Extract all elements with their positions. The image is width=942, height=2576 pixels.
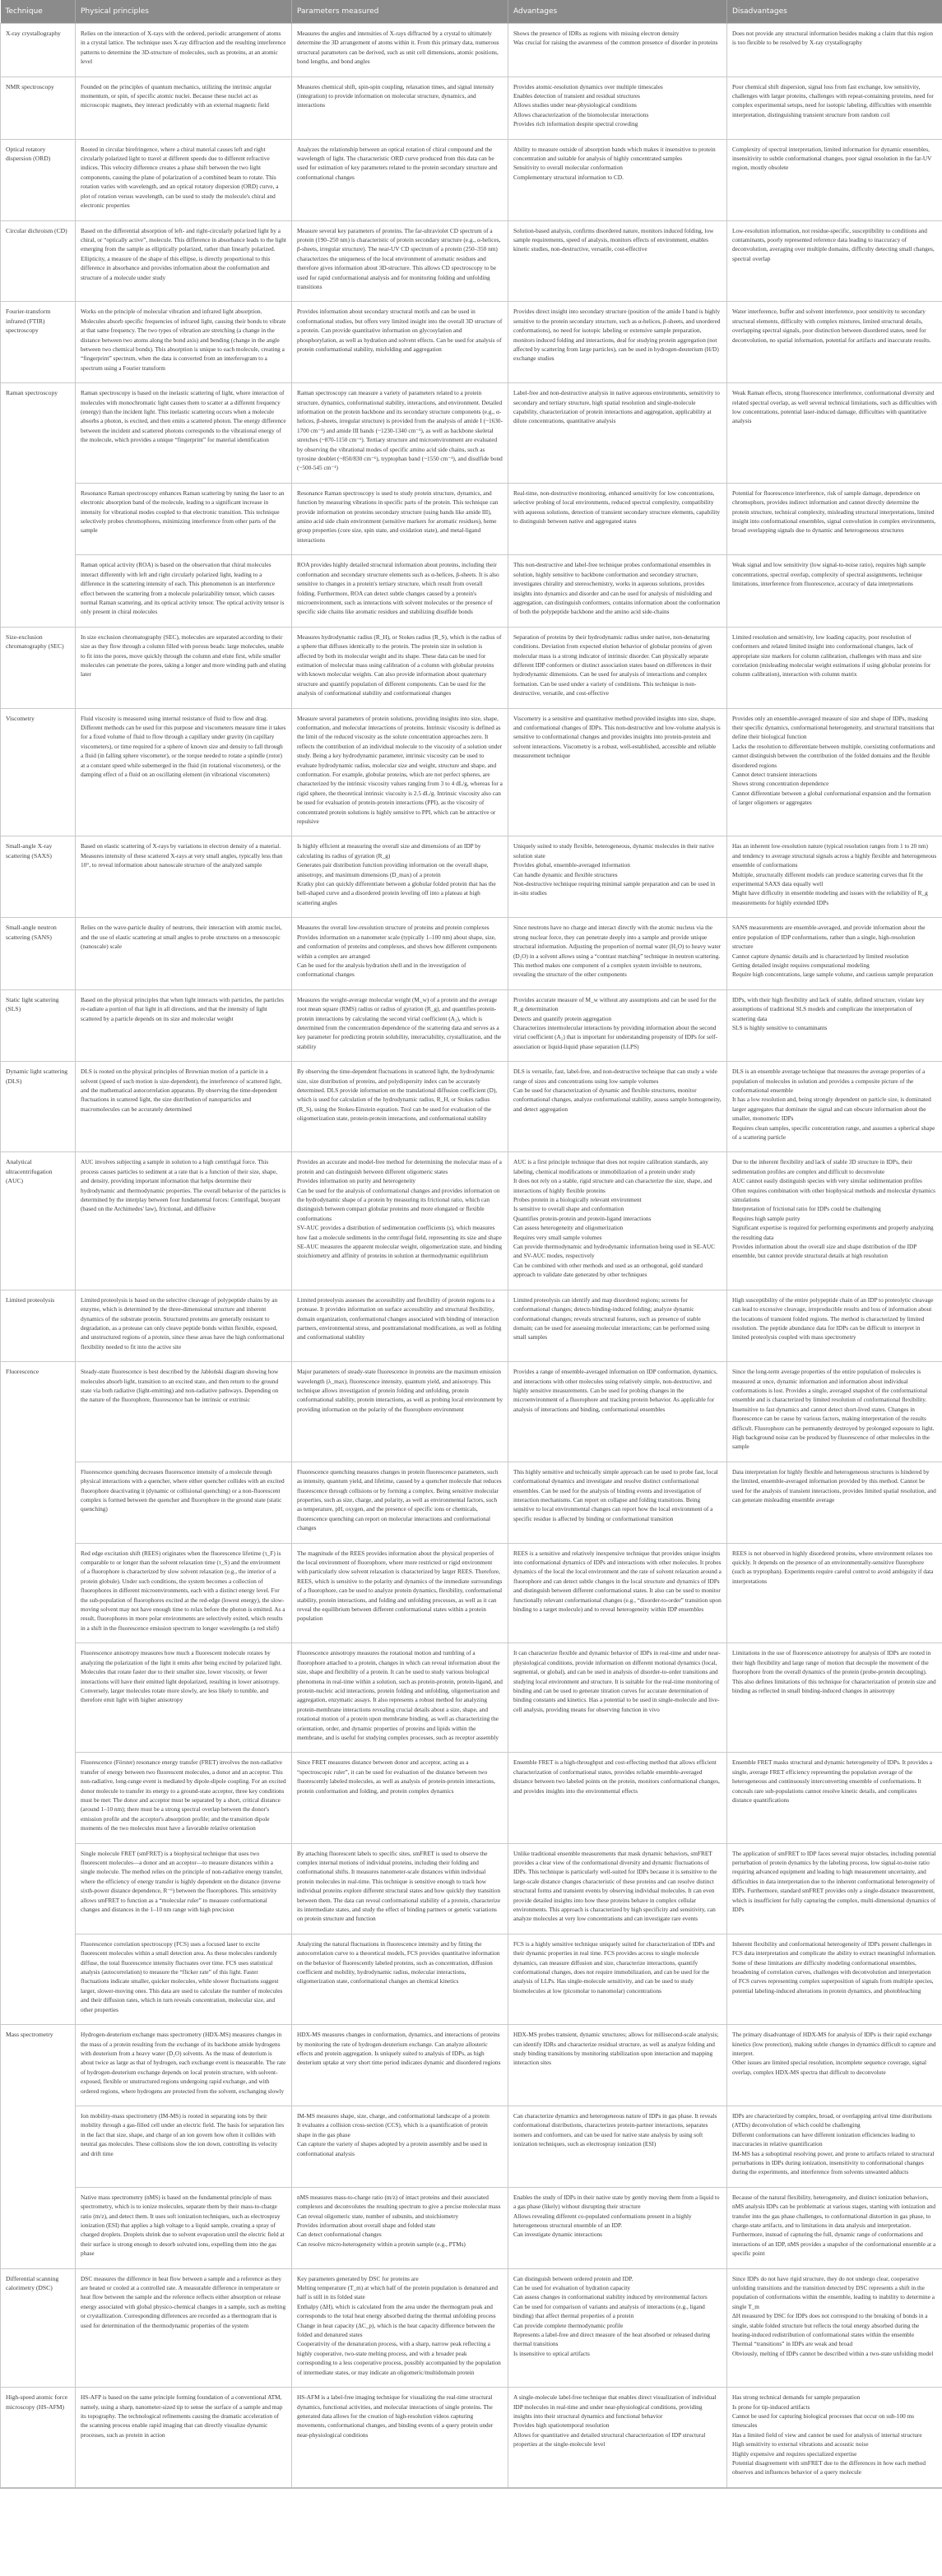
table-row [1,1843,942,1934]
parameters-measured-cell: Fluorescence quenching measures changes in protein fluorescence parameters, such as intensity, quantum yield, and lifetime, caused by a quencher molecule that reduces fluorescence through collisions or by forming a complex. Being sensitive molecular properties, such as size, charge, and polarity, as well as environmental factors, such as temperature, pH, oxygen, and the presence of specific ions or chemicals, fluorescence quenching can report on molecular interactions and conformational changes [292,1462,508,1543]
table-row [1,2388,942,2488]
disadvantages-cell: Complexity of spectral interpretation, limited information for dynamic ensembles, insensitivity to subtle conformational changes, poor signal resolution in the far-UV region, mostly obsolete [727,139,942,220]
disadvantages-cell: Since IDPs do not have rigid structure, they do not undergo clear, cooperative unfolding transitions and the transition detected by DSC represents a shift in the population of conformations within the ensemble, leading to inability to determine a single T_m ΔH measured by DSC for IDPs does not correspond to the breaking of bonds in a single, stable folded structure but reflects the total energy absorbed during the heating-induced redistribution of conformational states within the ensemble Thermal “transitions” in IDPs are weak and broad Obviously, melting of IDPs cannot be described within a two-state unfolding model [727,2268,942,2387]
table-row [1,989,942,1061]
table-row [1,918,942,989]
table-row [1,2187,942,2268]
parameters-measured-cell: Measures the angles and intensities of X-rays diffracted by a crystal to ultimately determine the 3D arrangement of atoms within it. From this primary data, numerous structural parameters can be derived, such as unit cell dimensions, atomic positions, bond lengths, and bond angles [292,24,508,77]
advantages-cell: Limited proteolysis can identify and map disordered regions; screens for conformational changes; detects binding-induced folding; analyze dynamic conformational changes; reveals structural features, such as presence of stable domain; can be used for assessing molecular interactions; can be performed using small samples [508,1290,727,1361]
advantages-cell: Real-time, non-destructive monitoring, enhanced sensitivity for low concentrations, selective probing of local environments, reduced spectral complexity, compatibility with aqueous solutions, detection of transient secondary structure elements, capability to distinguish between native and aggregated states [508,483,727,554]
header-technique: Technique [1,0,76,24]
parameters-measured-cell: ROA provides highly detailed structural information about proteins, including their conformation and secondary structure elements such as α-helices, β-sheets. It is also sensitive to changes in a protein's tertiary structure, which result from overall folding. Furthermore, ROA can detect subtle changes caused by a protein's microenvironment, such as interactions with solvent molecules or the presence of specific side chains like aromatic residues and stabilizing disulfide bonds [292,555,508,627]
table-row [1,627,942,708]
physical-principles-cell: Fluorescence correlation spectroscopy (FCS) uses a focused laser to excite fluorescent molecules within a small detection area. As these molecules randomly diffuse, the total fluorescence intensity fluctuates over time. FCS uses statistical analysis (autocorrelation) to measure the “flicker rate” of this light. Faster fluctuations indicate smaller, quicker molecules, while slower fluctuations suggest larger, slower-moving ones. This data are used to calculate the number of molecules and their diffusion rates, which in turn reveals concentration, molecular size, and other properties [76,1934,292,2024]
table-row [1,24,942,77]
advantages-cell: Provides a range of ensemble-averaged information on IDP conformation, dynamics, and interactions with other molecules using relatively simple, non-destructive, and highly sensitive measurements. Can be used for probing changes in the microenvironment of a fluorophore and tracking protein behavior. As applicable for analysis of interactions and binding, conformational ensembles [508,1362,727,1462]
physical-principles-cell: Hydrogen-deuterium exchange mass spectrometry (HDX-MS) measures changes in the mass of a protein resulting from the exchange of its backbone amide hydrogens with deuterium from a heavy water (D₂O) solvents. As the mass of deuterium is about twice as large as that of hydrogen, each exchange event is measurable. The rate of hydrogen-deuterium exchange depends on local protein structure, with solvent-exposed, flexible or unstructured regions undergoing rapid exchange, and with ordered regions, where hydrogens are protected from the solvent, exchanging slowly [76,2025,292,2106]
advantages-cell: It can characterize flexible and dynamic behavior of IDPs in real-time and under near-physiological conditions, provide information on different motional dynamics (local, segmental, or global), and can be used in analysis of disorder-to-order transitions and studying local environment and structure. It is suitable for the real-time monitoring of binding and can be used to generate titration curves for accurate determination of binding constants and kinetics. Has a potential to be used in single-molecule and live-cell analysis, providing means for observing function in vivo [508,1643,727,1753]
table-row [1,383,942,484]
parameters-measured-cell: Key parameters generated by DSC for proteins are Melting temperature (T_m) at which half of the protein population is denatured and half is still in its folded state Enthalpy (ΔH), which is calculated from the area under the thermogram peak and corresponds to the total heat energy absorbed during the thermal unfolding process Change in heat capacity (ΔC_p), which is the heat capacity difference between the folded and denatured states Cooperativity of the denaturation process, with a sharp, narrow peak reflecting a highly cooperative, two-state melting process, and with a broader peak corresponding to a less cooperative process, possibly accompanied by the population of intermediate states, or may indicate an oligomeric/multidomain protein [292,2268,508,2387]
disadvantages-cell: REES is not observed in highly disordered proteins, where environment relaxes too quickly. It depends on the presence of an environmentally-sensitive fluorophore (such as tryptophan). Experiments require careful control to avoid ambiguity if data interpretations [727,1543,942,1643]
advantages-cell: Since neutrons have no charge and interact directly with the atomic nucleus via the strong nuclear force, they can penetrate deeply into a sample and provide unique structural information. Adjusting the proportion of normal water (H₂O) to heavy water (D₂O) in a solvent allows using a “contrast matching” technique in neutron scattering. This method makes one component of a complex system invisible to neutrons, revealing the structure of the other components [508,918,727,989]
parameters-measured-cell: Resonance Raman spectroscopy is used to study protein structure, dynamics, and function by measuring vibrations in specific parts of the protein. This technique can provide information on proteins secondary structure (using bands like amide III), amino acid side chain environment (sensitive markers for aromatic residues), heme group properties (core size, spin state, and oxidation state), and metal-ligand interactions [292,483,508,554]
parameters-measured-cell: Is highly efficient at measuring the overall size and dimensions of an IDP by calculating its radius of gyration (R_g) Generates pair distribution function providing information on the overall shape, anisotropy, and maximum dimensions (D_max) of a protein Kratky plot can quickly differentiate between a globular folded protein that has the bell-shaped curve and a disordered protein leveling off into a plateau at high scattering angles [292,836,508,918]
parameters-measured-cell: Major parameters of steady-state fluorescence in proteins are the maximum emission wavelength (λ_max), fluorescence intensity, quantum yield, and anisotropy. This technique allows investigation of protein folding and unfolding, protein conformational stability, protein interactions, as well as probing local environment by providing information on the polarity of the fluorophore environment [292,1362,508,1462]
header-physical-principles: Physical principles [76,0,292,24]
disadvantages-cell: IDPs are characterized by complex, broad, or overlapping arrival time distributions (ATDs) deconvolution of which could be challenging Different conformations can have different ionization efficiencies leading to inaccuracies in relative quantification IM-MS has a suboptimal resolving power, and prone to artifacts related to structural perturbations in IDPs during ionization, insensitivity to conformational changes during the experiments, and interference from solvents unwanted adducts [727,2106,942,2187]
disadvantages-cell: The primary disadvantage of HDX-MS for analysis of IDPs is their rapid exchange kinetics (low protection), making subtle changes in dynamics difficult to capture and interpret. Other issues are limited special resolution, incomplete sequence coverage, signal overlap, complex HDX-MS spectra that difficult to deconvolute [727,2025,942,2106]
parameters-measured-cell: Measure several parameters of protein solutions, providing insights into size, shape, conformation, and molecular interactions of proteins. Intrinsic viscosity is defined as the limit of the reduced viscosity as the solute concentration approaches zero. It reflects the contribution of an individual molecule to the viscosity of a solution under study. Being a key hydrodynamic parameter, intrinsic viscosity can be used to evaluate hydrodynamic radius, molecular size and weight, structure and shape, and conformation. For example, globular proteins, which are not perfect spheres, are characterized by the intrinsic viscosity values ranging from 3 to 4 dL/g, whereas for a rigid sphere, the theoretical intrinsic viscosity is 2.5 dL/g. Intrinsic viscosity also can be used for evaluation of protein-protein interactions (PPI), as the viscosity of concentrated protein solutions is highly sensitive to PPI, which can be attractive or repulsive [292,708,508,836]
disadvantages-cell: DLS is an ensemble average technique that measures the average properties of a population of molecules in solution and provides a composite picture of the conformational ensemble It has a low resolution and, being strongly dependent on particle size, is dominated larger aggregates that dominate the signal and can obscure information about the smaller, monomeric IDPs Requires clean samples, specific concentration range, and assumes a spherical shape of a scattering particle [727,1062,942,1152]
physical-principles-cell: Native mass spectrometry (nMS) is based on the fundamental principle of mass spectrometry, which is to ionize molecules, separate them by their mass-to-charge ratio (m/z), and detect them. It uses soft ionization techniques, such as electrospray ionization (ESI) that applies a high voltage to a liquid sample, creating a spray of charged droplets. Droplets shrink due to solvent evaporation until the electric field at their surface is strong enough to desorb solvated ions, expelling them into the gas phase [76,2187,292,2268]
physical-principles-cell: Works on the principle of molecular vibration and infrared light absorption. Molecules absorb specific frequencies of infrared light, causing their bonds to vibrate at that same frequency. The two types of vibration are stretching (a change in the distance between two atoms along the bond axis) and bending (change in the angle between two chemical bonds). This absorption is unique to each molecule, creating a “fingerprint” spectrum, when the data is converted from an interferogram to a spectrum using a Fourier transform [76,302,292,383]
parameters-measured-cell: Measures the weight-average molecular weight (M_w) of a protein and the average root mean square (RMS) radius or radius of gyration (R_g), and quantifies protein-protein interactions by calculating the second virial coefficient (A₂), which is determined from the concentration dependence of the scattering data and serves as a key parameter for predicting protein solubility, interactability, crystallization, and the stability [292,989,508,1061]
advantages-cell: This highly sensitive and technically simple approach can be used to probe fast, local conformational dynamics and investigate and resolve distinct conformational ensembles. Can be used for the analysis of binding events and investigation of interaction mechanisms. Can report on collapse and folding transitions. Being sensitive to local environmental changes can report how the local environment of a specific residue is affected by binding or conformational transition [508,1462,727,1543]
technique-cell: Limited proteolysis [1,1290,76,1361]
physical-principles-cell: Raman optical activity (ROA) is based on the observation that chiral molecules interact differently with left and right circularly polarized light, leading to a difference in the scattering intensity of each. This phenomenon is an interference effect between the scattering from a molecule polarizability tensor, which causes normal Raman scattering, and its optical activity tensor. The optical activity tensor is only present in chiral molecules [76,555,292,627]
technique-cell: Mass spectrometry [1,2025,76,2269]
advantages-cell: This non-destructive and label-free technique probes conformational ensembles in solution, highly sensitive to backbone conformation and secondary structure, investigates chirality and stereochemistry, works in aqueous solutions, provides insights into dynamics and disorder and can be used for analysis of misfolding and aggregation, can distinguish conformers, contains information about the conformation of both the polypeptide backbone and the amino acid side-chains [508,555,727,627]
disadvantages-cell: IDPs, with their high flexibility and lack of stable, defined structure, violate key assumptions of traditional SLS models and complicate the interpretation of scattering data SLS is highly sensitive to contaminants [727,989,942,1061]
physical-principles-cell: Relies on the wave-particle duality of neutrons, their interaction with atomic nuclei, and the use of elastic scattering at small angles to probe structures on a mesoscopic (nanoscale) scale [76,918,292,989]
advantages-cell: FCS is a highly sensitive technique uniquely suited for characterization of IDPs and their dynamic properties in real time. FCS provides access to single molecule dynamics, can measure diffusion and size, characterize interactions, quantify conformational changes, does not require immobilization, and can be used for the analysis of LLPs. Has single-molecule sensitivity, and can be used to study biomolecules at low (picomolar to nanomolar) concentrations [508,1934,727,2024]
table-row [1,220,942,302]
technique-cell: Static light scattering (SLS) [1,989,76,1061]
disadvantages-cell: Has an inherent low-resolution nature (typical resolution ranges from 1 to 20 nm) and tendency to average structural signals across a highly flexible and heterogeneous ensemble of conformations Multiple, structurally different models can produce scattering curves that fit the experimental SAXS data equally well Might have difficulty in ensemble modeling and issues with the reliability of R_g measurements for highly extended IDPs [727,836,942,918]
parameters-measured-cell: Provides information about secondary structural motifs and can be used in conformational studies, but offers very limited insight into the overall 3D structure of a protein. Can provide quantitative information on glycosylation and phosphorylation, as well as hydration and solvent effects. Can be used for analysis of protein conformational stability, misfolding and aggregation [292,302,508,383]
technique-cell: NMR spectroscopy [1,76,76,139]
advantages-cell: Provides atomic-resolution dynamics over multiple timescales Enables detection of transient and residual structures Allows studies under near-physiological conditions Allows characterization of the biomolecular interactions Provides rich information despite spectral crowding [508,76,727,139]
technique-cell: Small-angle neutron scattering (SANS) [1,918,76,989]
parameters-measured-cell: Analyzing the natural fluctuations in fluorescence intensity and by fitting the autocorrelation curve to a theoretical models, FCS provides quantitative information on the behavior of fluorescently labeled proteins, such as concentration, diffusion coefficient and mobility, hydrodynamic radius, molecular interactions, oligomerization state, conformational changes an chemical kinetics [292,1934,508,2024]
disadvantages-cell: The application of smFRET to IDP faces several major obstacles, including potential perturbation of protein dynamics by the labeling process, low signal-to-noise ratio requiring advanced equipment and leading to high measurement uncertainty, and difficulties in data interpretation due to the inherent conformational heterogeneity of IDPs. Furthermore, standard smFRET provides only a single-distance measurement, which is insufficient for fully capturing the complex, multi-dimensional dynamics of IDPs [727,1843,942,1934]
physical-principles-cell: Fluid viscosity is measured using internal resistance of fluid to flow and drag. Different methods can be used for this purpose and viscometers measure time it takes for a fixed volume of fluid to flow through a capillary under gravity (in capillary viscometers), or time required for a sphere of known size and density to fall through a fluid (in falling sphere viscometer), or the torque needed to rotate a spindle (rotor) at a constant speed while subemerged in the fluid (in rotational viscometers), or the damping effect of a fluid on an oscillating element (in vibrational viscometers) [76,708,292,836]
disadvantages-cell: Low-resolution information, not residue-specific, susceptibility to conditions and contaminants, poorly represented reference data leading to inaccuracy of deconvolution, averaging over multiple domains, difficulty detecting small changes, spectral overlap [727,220,942,302]
technique-cell: Circular dichroism (CD) [1,220,76,302]
technique-cell: X-ray crystallography [1,24,76,77]
table-row [1,555,942,627]
advantages-cell: Viscometry is a sensitive and quantitative method provided insights into size, shape, and conformational changes of IDPs. This non-destructive and low-volume analysis is sensitive to conformational changes and provides insights into protein-protein and solvent interactions. Viscometry is a robust, well-established, accessible and reliable measurement technique [508,708,727,836]
parameters-measured-cell: Measures hydrodynamic radius (R_H), or Stokes radius (R_S), which is the radius of a sphere that diffuses identically to the protein. The protein size in solution is affected by both its molecular weight and its shape. These data can be used for estimation of molecular mass using calibration of a column with globular proteins with known molecular weights. Can also provide information about quaternary structure and quantify population of different components. Can be used for the analysis of conformational stability and conformational changes [292,627,508,708]
disadvantages-cell: Limitations in the use of fluorescence anisotropy for analysis of IDPs are rooted in their high flexibility and large range of motion that decouple the movement of the fluorophore from the overall dynamics of the protein (probe-protein decoupling). This also defines limitations of this technique for characterization of protein size and binding as reflected in small binding-induced changes in anisotropy [727,1643,942,1753]
parameters-measured-cell: Analyzes the relationship between an optical rotation of chiral compound and the wavelength of light. The characteristic ORD curve produced from this data can be used for estimation of key parameters related to the protein secondary structure and conformational changes [292,139,508,220]
parameters-measured-cell: HDX-MS measures changes in conformation, dynamics, and interactions of proteins by monitoring the rate of hydrogen-deuterium exchange. Can analyze allosteric effects and protein aggregation. Is uniquely suited to analysis of IDPs, as high deuterium uptake at very short time period indicates dynamic and disordered regions [292,2025,508,2106]
disadvantages-cell: Weak signal and low sensitivity (low signal-to-noise ratio), requires high sample concentrations, spectral overlap, complexity of spectral assignments, technique limitations, interference from fluorescence, accuracy of data interpretations [727,555,942,627]
parameters-measured-cell: HS-AFM is a label-free imaging technique for visualizing the real-time structural dynamics, functional activities, and molecular interactions of single proteins. The generated data allows for the creation of high-resolution videos capturing movements, conformational changes, and binding events of a query protein under near-physiological conditions [292,2388,508,2488]
physical-principles-cell: Relies on the interaction of X-rays with the ordered, periodic arrangement of atoms in a crystal lattice. The technique uses X-ray diffraction and the resulting interference patterns to determine the 3D-structure of molecules, such as proteins, at an atomic level [76,24,292,77]
table-row [1,1152,942,1290]
header-row [1,0,942,24]
disadvantages-cell: Does not provide any structural information besides making a claim that this region is too flexible to be resolved by X-ray crystallography [727,24,942,77]
advantages-cell: Label-free and non-destructive analysis in native aqueous environments, sensitivity to secondary and tertiary structure, high spatial resolution and single-molecule capability, characterization of protein interactions and aggregation, applicability at dilute concentrations, quantitative analysis [508,383,727,484]
technique-cell: Size-exclusion chromatography (SEC) [1,627,76,708]
parameters-measured-cell: Limited proteolysis assesses the accessibility and flexibility of protein regions to a protease. It provides information on surface accessibility and structural flexibility, domain organization, conformational changes associated with binding of interaction partners, environmental stress, and posttranslational modifications, as well as folding and conformational stability [292,1290,508,1361]
technique-cell: Small-angle X-ray scattering (SAXS) [1,836,76,918]
physical-principles-cell: Rooted in circular birefringence, where a chiral material causes left and right circularly polarized light to travel at different speeds due to different refractive indices. This velocity difference creates a phase shift between the two light components, causing the plane of polarization of a combined beam to rotate. This rotation varies with wavelength, and an optical rotatory dispersion (ORD) curve, a plot of rotation versus wavelength, can be used to study the molecule's chiral and electronic properties [76,139,292,220]
technique-cell: Differential scanning calorimetry (DSC) [1,2268,76,2387]
table-row [1,708,942,836]
table-row [1,139,942,220]
advantages-cell: Ensemble FRET is a high-throughput and cost-effecting method that allows efficient characterization of conformational states, provides reliable ensemble-averaged distance between two labeled points on the protein, monitors conformational changes, and provides insights into the environmental effects [508,1753,727,1843]
physical-principles-cell: AUC involves subjecting a sample in solution to a high centrifugal force. This process causes particles to sediment at a rate that is a function of their size, shape, and density, providing important information that helps determine their hydrodynamic and thermodynamic properties. The overall behavior of the particles is determined by the interplay between four fundamental forces: Centrifugal, buoyant (based on the Archimedes' law), frictional, and diffusive [76,1152,292,1290]
table-row [1,2268,942,2387]
table-row [1,2025,942,2106]
table-row [1,1462,942,1543]
disadvantages-cell: Ensemble FRET masks structural and dynamic heterogeneity of IDPs. It provides a single, average FRET efficiency representing the population average of the heterogeneous and continuously interconverting ensemble of conformations. It conceals rare sub-populations cannot resolve kinetic details, and complicates distance quantifications [727,1753,942,1843]
header-parameters-measured: Parameters measured [292,0,508,24]
disadvantages-cell: Data interpretation for highly flexible and heterogeneous structures is hindered by the limited, ensemble-averaged information provided by this method. Cannot be used for the analysis of transient interactions, provides limited spatial resolution, and can generate misleading ensemble average [727,1462,942,1543]
parameters-measured-cell: Measures the overall low-resolution structure of proteins and protein complexes Provides information on a nanometer scale (typically 1–100 nm) about shape, size, and conformation of proteins and complexes, and shows how different components within a complex are arranged Can be used for the analysis hydration shell and in the investigation of conformational changes [292,918,508,989]
header-advantages: Advantages [508,0,727,24]
technique-cell: Analytical ultracentrifugation (AUC) [1,1152,76,1290]
physical-principles-cell: Steady-state fluorescence is best described by the Jabłoński diagram showing how molecules absorb light, transition to an excited state, and then return to the ground state via both radiative (light-emitting) and non-radiative pathways. Depending on the nature of the fluorophore, fluorescence ban be intrinsic or extrinsic [76,1362,292,1462]
physical-principles-cell: Fluorescence (Förster) resonance energy transfer (FRET) involves the non-radiative transfer of energy between two fluorescent molecules, a donor and an acceptor. This non-radiative, long-range event is mediated by dipole-dipole coupling. For an excited donor molecule to transfer its energy to a ground-state acceptor, three key conditions must be met: The donor and acceptor must be separated by a short, critical distance (around 1–10 nm); there must be a strong spectral overlap between the donor's emission profile and the acceptor's absorption profile; and the transition dipole moments of the two molecules must have a favorable relative orientation [76,1753,292,1843]
physical-principles-cell: Raman spectroscopy is based on the inelastic scattering of light, where interaction of molecules with monochromatic light causes them to scatter at a different frequency (energy) than the incident light. This inelastic scattering occurs when a molecule absorbs a photon, is excited, and then emits a scattered photon. The energy difference between the incident and scattered photons corresponds to the vibrational energy of the molecule, which provides a unique “fingerprint” for material identification [76,383,292,484]
advantages-cell: A single-molecule label-free technique that enables direct visualization of individual IDP molecules in real-time and under near-physiological conditions, providing insights into their structural dynamics and functional behavior Provides high spatiotemporal resolution Allows for quantitative and detailed structural characterization of IDP structural properties at the single-molecule level [508,2388,727,2488]
table-row [1,1643,942,1753]
advantages-cell: Provides direct insight into secondary structure (position of the amide I band is highly sensitive to the protein secondary structure, such as α-helices, β-sheets, and unordered conformations), no need for isotopic labeling or extensive sample preparation, monitors induced folding and interactions, deal for studying protein aggregation (not affected by scattering from large particles), can be used in hydrogen-deuterium (H/D) exchange studies [508,302,727,383]
technique-cell: Optical rotatory dispersion (ORD) [1,139,76,220]
disadvantages-cell: Inherent flexibility and conformational heterogeneity of IDPs present challenges in FCS data interpretation and complicate the ability to extract meaningful information. Some of these limitations are difficulty modeling conformational ensembles, broadening of correlation curves, challenges with deconvolution and interpretation of FCS curves representing complex superposition of signals from multiple species, potential labeling-induced alterations in protein dynamics, and photobleaching [727,1934,942,2024]
physical-principles-cell: Based on the physical principles that when light interacts with particles, the particles re-radiate a portion of that light in all directions, and that the intensity of light scattered by a particle depends on its size and molecular weight [76,989,292,1061]
table-row [1,1934,942,2024]
disadvantages-cell: High susceptibility of the entire polypeptide chain of an IDP to proteolytic cleavage can lead to excessive cleavage, irreproducible results and loss of information about the locations of transient folded regions. The method is characterized by limited resolution. The peptide abundance data for IDPs can be difficult to interpret in limited proteolysis coupled with mass spectrometry [727,1290,942,1361]
disadvantages-cell: Limited resolution and sensitivity, low loading capacity, poor resolution of conformers and related limited insight into conformational changes, lack of appropriate size markers for column calibration, challenges with mass and size correlation (misleading molecular weight estimations if using globular proteins for column calibration), interaction with column matrix [727,627,942,708]
disadvantages-cell: Water interference, buffer and solvent interference, poor sensitivity to secondary structural elements, difficulty with complex mixtures, limited structural details, overlapping spectral signals, poor distinction between disordered states, need for deconvolution, no spatial information, potential for artifacts and inaccurate results. [727,302,942,383]
physical-principles-cell: Founded on the principles of quantum mechanics, utilizing the intrinsic angular momentum, or spin, of specific atomic nuclei. Because these nuclei act as microscopic magnets, they interact predictably with an external magnetic field [76,76,292,139]
table-row [1,1362,942,1462]
disadvantages-cell: Because of the natural flexibility, heterogeneity, and distinct ionization behaviors, nMS analysis IDPs can be problematic at various stages, starting with ionization and transfer into the gas phase challenges, to conformational distortion in gas phase, to charge-state artifacts, and to limitations in data analysis and interpretation. Furthermore, instead of capturing the full, dynamic range of conformations and interactions of an IDP, nMS provides a snapshot of the conformational ensemble at a specific point [727,2187,942,2268]
physical-principles-cell: In size exclusion chromatography (SEC), molecules are separated according to their size as they flow through a column filled with porous beads: large molecules, unable to fit into the pores, move quickly through the column and elute first, while smaller molecules can penetrate the pores, taking a longer and more winding path and eluting later [76,627,292,708]
table-row [1,836,942,918]
physical-principles-cell: Limited proteolysis is based on the selective cleavage of polypeptide chains by an enzyme, which is determined by the three-dimensional structure and inherent dynamics of the substrate protein. Structured proteins are generally resistant to degradation, as a protease can only cleave peptide bonds within flexible, exposed, and unstructured regions of a protein, since these areas have the high conformational flexibility needed to fit into the active site [76,1290,292,1361]
physical-principles-cell: Fluorescence quenching decreases fluorescence intensity of a molecule through physical interactions with a quencher, where either quencher collides with an excited fluorophore deactivating it (dynamic or collisional quenching) or a non-fluorescent complex is formed between the quencher and fluorophore in the ground state (static quenching) [76,1462,292,1543]
physical-principles-cell: Single molecule FRET (smFRET) is a biophysical technique that uses two fluorescent molecules—a donor and an acceptor—to measure distances within a single molecule. The method relies on the principle of non-radiative energy transfer, where the efficiency of energy transfer is highly dependent on the distance (inverse sixth-power distance dependence, R⁻⁶) between the fluorophores. This sensitivity allows smFRET to function as a “molecular ruler” to measure conformational changes and distances in the 1–10 nm range with high precision [76,1843,292,1934]
table-row [1,483,942,554]
table-header [1,0,942,24]
advantages-cell: Can distinguish between ordered protein and IDP. Can be used for evaluation of hydration capacity Can assess changes in conformational stability induced by environmental factors Can be used for comparison of variants and analysis of interactions (e.g., ligand binding) that affect thermal properties of a protein Can provide complete thermodynamic profile Represents a label-free and direct measure of the heat absorbed or released during thermal transitions Is insensitive to optical artifacts [508,2268,727,2387]
technique-cell: Dynamic light scattering (DLS) [1,1062,76,1152]
physical-principles-cell: Fluorescence anisotropy measures how much a fluorescent molecule rotates by analyzing the polarization of the light it emits after being excited by polarized light. Molecules that rotate faster due to their smaller size, lower viscosity, or fewer interactions will have their emitted light depolarized, resulting in lower anisotropy. Conversely, larger molecules rotate more slowly, are less likely to tumble, and therefore emit light with higher anisotropy [76,1643,292,1753]
physical-principles-cell: HS-AFP is based on the same principle forming foundation of a conventional ATM, namely, using a sharp, nanometer-sized tip to sense the surface of a sample and map its topography. The technological refinements causing the dramatic acceleration of the scanning process enable rapid imaging that can directly visualize dynamic processes, such as protein in action [76,2388,292,2488]
table-row [1,76,942,139]
technique-cell: High-speed atomic force microscopy (HS-AFM) [1,2388,76,2488]
advantages-cell: AUC is a first principle technique that does not require calibration standards, any labeling, chemical modifications or immobilization of a protein under study It does not rely on a stable, rigid structure and can characterize the size, shape, and interactions of highly flexible proteins Probes protein in a biologically relevant environment Is sensitive to overall shape and conformation Quantifies protein-protein and protein-ligand interactions Can assess heterogeneity and oligomerization Requires very small sample volumes Can provide thermodynamic and hydrodynamic information being used in SE-AUC and SV-AUC modes, respectively Can be combined with other methods and used as an orthogonal, gold standard approach to validate date generated by other techniques [508,1152,727,1290]
advantages-cell: Ability to measure outside of absorption bands which makes it insensitive to protein concentration and suitable for analysis of highly concentrated samples Sensitivity to overall molecular conformation Complementary structural information to CD. [508,139,727,220]
advantages-cell: Shows the presence of IDRs as regions with missing electron density Was crucial for raising the awareness of the common presence of disorder in proteins [508,24,727,77]
parameters-measured-cell: By attaching fluorescent labels to specific sites, smFRET is used to observe the complex internal motions of individual proteins, including their folding and conformational shifts. It measures nanometer-scale distances within individual protein molecules in real-time. This technique is sensitive enough to track how individual proteins explore different structural states and how quickly they transition between them. The data can reveal conformational stability of a protein, characterize its intermediate states, and study the effect of binding partners or genetic variations on protein structure and function [292,1843,508,1934]
physical-principles-cell: DLS is rooted on the physical principles of Brownian motion of a particle in a solvent (speed of such motion is size-dependent), the interference of scattered light, and the mathematical autocorrelation apparatus. By observing the time-dependent fluctuations in scattered light, the size distribution of nanoparticles and macromolecules can be accurately determined [76,1062,292,1152]
table-row [1,1062,942,1152]
advantages-cell: Provides accurate measure of M_w without any assumptions and can be used for the R_g determination Detects and quantify protein aggregation Characterizes intermolecular interactions by providing information about the second virial coefficient (A₂) that is important for understanding propensity of IDPs for self-association or liquid-liquid phase separation (LLPS) [508,989,727,1061]
parameters-measured-cell: Measure several key parameters of proteins. The far-ultraviolet CD spectrum of a protein (190–250 nm) is characteristic of protein secondary structure (e.g., α-helices, β-sheets, irregular structure). The near-UV CD spectrum of a protein (250–350 nm) characterizes the uniqueness of the local environment of aromatic residues and therefore gives information about 3D-structure. This allows CD spectroscopy to be used for rapid conformational analysis and for monitoring folding and unfolding transitions [292,220,508,302]
disadvantages-cell: Poor chemical shift dispersion, signal loss from fast exchange, low sensitivity, challenges with larger proteins, challenges with repeat-containing proteins, need for complex experimental setups, need for isotopic labeling, difficulties with ensemble interpretation, distinguishing transient structure from random coil [727,76,942,139]
disadvantages-cell: Potential for fluorescence interference, risk of sample damage, dependence on chromophors, provides indirect information and cannot directly determine the protein structure, technical complexity, misleading structural interpretations, limited insight into conformational ensembles, signal convolution in complex environments, broad overlapping signals due to dynamic and heterogeneous structures [727,483,942,554]
physical-principles-cell: Red edge excitation shift (REES) originates when the fluorescence lifetime (τ_F) is comparable to or longer than the solvent relaxation time (τ_S) and the environment of a fluorophore is characterized by slow solvent relaxation (e.g., the interior of a protein globule). Under such conditions, the system becomes a collection of fluorophores in different microenvironments, each with a distinct energy level. For the sub-population of fluorophores excited at the red-edge (lowest energy), the slow-moving solvent may not have enough time to relax before the photon is emitted. As a result, fluorophores in more polar environments are selectively exited, which results in a shift in the fluorescence emission spectrum to longer wavelengths (a red shift) [76,1543,292,1643]
advantages-cell: REES is a sensitive and relatively inexpensive technique that provides unique insights into conformational dynamics of IDPs and interactions with other molecules. It probes dynamics of the local the local environment and the rate of solvent relaxation around a fluorophore and can detect subtle changes in the local structure and dynamics of IDPs and distinguish between different conformational states. It also can be used to monitor functionally relevant conformational changes (e.g., “disorder-to-order” transition upon binding to a target molecule) and to reveal heterogeneity within IDP ensembles [508,1543,727,1643]
advantages-cell: Can characterize dynamics and heterogeneous nature of IDPs in gas phase. It reveals conformational distributions, characterizes protein-partner interactions, separates isomers and conformers, and can be used for native state analysis by using soft ionization techniques, such as electrospray ionization (ESI) [508,2106,727,2187]
table-row [1,302,942,383]
advantages-cell: Enables the study of IDPs in their native state by gently moving them from a liquid to a gas phase (likely) without disrupting their structure Allows revealing different co-populated conformations present in a highly heterogeneous structural ensemble of an IDP. Can investigate dynamic interactions [508,2187,727,2268]
table-row [1,1543,942,1643]
advantages-cell: DLS is versatile, fast, label-free, and non-destructive technique that can study a wide range of sizes and concentrations using low sample volumes Can be used for characterization of dynamic and flexible structures, monitor conformational changes, analyze conformational stability, assess sample homogeneity, and detect aggregation [508,1062,727,1152]
table-row [1,1290,942,1361]
disadvantages-cell: Since the long-term average properties of the entire population of molecules is measured at once, dynamic information and information about individual conformations is lost. Provides a single, averaged snapshot of the conformational ensemble and is characterized by limited resolution of conformational flexibility. Insensitive to fast dynamics and cannot detect short-lived states. Changes in fluorescence can be cause by various factors, making interpretation of the results difficult. Fluorophore can be permanently destroyed by prolonged exposure to light. High background noise can be produced by fluorescence of other molecules in the sample [727,1362,942,1462]
physical-principles-cell: DSC measures the difference in heat flow between a sample and a reference as they are heated or cooled at a controlled rate. A measurable difference in temperature or heat flow between the sample and the reference reflects either absorption or release energy associated with global physico-chemical changes in a sample, such as melting or crystallization. Corresponding differences are recorded as a thermogram that is used for determination of the thermodynamic properties of the system [76,2268,292,2387]
parameters-measured-cell: Raman spectroscopy can measure a variety of parameters related to a protein structure, dynamics, conformational stability, interactions, and environment. Detailed information on the protein backbone and its secondary structure components (e.g., α-helices, β-sheets, irregular structure) is provided from the analysis of amide I (~1630-1700 cm⁻¹) and amide III bands (~1230-1340 cm⁻¹), as well as backbone skeletal stretches (~870-1150 cm⁻¹). Tertiary structure and microenvironment are evaluated by observing the vibrational modes of specific amino acid side chains, such as tyrosine doublet (~850/830 cm⁻¹), tryptophan band (~1550 cm⁻¹), and disulfide bond (~500-545 cm⁻¹) [292,383,508,484]
disadvantages-cell: Provides only an ensemble-averaged measure of size and shape of IDPs, masking their specific dynamics, conformational heterogeneity, and structural transitions that define their biological function Lacks the resolution to differentiate between multiple, coexisting conformations and cannot distinguish between the contribution of the folded domains and the flexible disordered regions Cannot detect transient interactions Shows strong concentration dependence Cannot differentiate between a global conformational expansion and the formation of larger oligomers or aggregates [727,708,942,836]
technique-cell: Viscometry [1,708,76,836]
advantages-cell: HDX-MS probes transient, dynamic structures; allows for millisecond-scale analysis; can identify IDRs and characterize residual structure, as well as analyze folding and study binding transitions by monitoring stabilization upon interaction and mapping interaction sites [508,2025,727,2106]
parameters-measured-cell: nMS measures mass-to-charge ratio (m/z) of intact proteins and their associated complexes and deconvolutes the resulting spectrum to give a precise molecular mass Can reveal oligomeric state, number of subunits, and stoichiometry Provides information about overall shape and folded state Can detect conformational changes Can resolve micro-heterogeneity within a protein sample (e.g., PTMs) [292,2187,508,2268]
disadvantages-cell: Weak Raman effects, strong fluorescence interference, conformational diversity and related spectral overlap, as well several technical limitations, such as difficulties with low concentrations, potential laser-induced damage, difficulties with quantitative analysis [727,383,942,484]
parameters-measured-cell: Provides an accurate and model-free method for determining the molecular mass of a protein and can distinguish between different oligomeric states Provides information on purity and heterogeneity Can be used for the analysis of conformational changes and provides information on the hydrodynamic shape of a protein by measuring its frictional ratio, which can distinguish between compact globular proteins and more elongated or flexible conformations SV-AUC provides a distribution of sedimentation coefficients (s), which measures how fast a molecule sediments in the centrifugal field, representing its size and shape SE-AUC measures the apparent molecular weight, oligomerization state, and binding stoichiometry and affinity of proteins in solution at thermodynamic equilibrium [292,1152,508,1290]
header-disadvantages: Disadvantages [727,0,942,24]
disadvantages-cell: Has strong technical demands for sample preparation Is prone for tip-induced artifacts Cannot be used for capturing biological processes that occur on sub-100 ms timescales Has a limited field of view and cannot be used for analysis of internal structure High sensitivity to external vibrations and acoustic noise Highly expensive and requires specialized expertise Potential disagreement with smFRET due to the differences in how each method observes and influences behavior of a query molecule [727,2388,942,2488]
parameters-measured-cell: Fluorescence anisotropy measures the rotational motion and tumbling of a fluorophore attached to a protein, changes in which can reveal information about the size, shape and flexibility of a protein. It can be used to study various biological phenomena in real-time within a solution, such as protein-protein, protein-ligand, and protein-nucleic acid interactions, protein folding and unfolding, oligomerization and aggregation, enzymatic assays. It also represents a robust method for analyzing protein-membrane interactions revealing crucial details about a size, shape, and rotational motion of a protein upon membrane binding, as well as characterizing the orientation, order, and dynamic properties of proteins and lipids within the membrane, and is useful for studying complex processes, such as receptor assembly [292,1643,508,1753]
advantages-cell: Uniquely suited to study flexible, heterogeneous, dynamic molecules in their native solution state Provides global, ensemble-averaged information Can handle dynamic and flexible structures Non-destructive technique requiring minimal sample preparation and can be used in in-situ studies [508,836,727,918]
advantages-cell: Separation of proteins by their hydrodynamic radius under native, non-denaturing conditions. Deviation from expected elution behavior of globular proteins of given molecular mass is a strong indicator of intrinsic disorder. Can physically separate different IDP conformers or distinct association states based on differences in their hydrodynamic dimensions. Can be used for analysis of interactions and complex formation. Can be used under a variety of conditions. This technique is non-destructive, versatile, and cost-effective [508,627,727,708]
technique-cell: Fourier-transform infrared (FTIR) spectroscopy [1,302,76,383]
advantages-cell: Unlike traditional ensemble measurements that mask dynamic behaviors, smFRET provides a clear view of the conformational diversity and dynamic fluctuations of IDPs. This technique is particularly well-suited for IDPs because it is sensitive to the large-scale distance changes characteristic of these proteins and can resolve distinct structural forms and transient events by observing individual molecules. It can even provide detailed insights into how these proteins behave in complex cellular environments. This approach is characterized by high specificity and sensitivity, can analyze molecules at very low concentrations and can investigate rare events [508,1843,727,1934]
physical-principles-cell: Based on elastic scattering of X-rays by variations in electron density of a material. Measures intensity of these scattered X-rays at very small angles, typically less than 10°, to reveal information about nanoscale structure of the analyzed sample [76,836,292,918]
parameters-measured-cell: The magnitude of the REES provides information about the physical properties of the local environment of fluorophore, where more restricted or rigid environment with particularly slow solvent relaxation is characterized by larger REES. Therefore, REES, which is sensitive to the polarity and dynamics of the immediate surroundings of a fluorophore, can be used to analyze protein dynamics, flexibility, conformational stability, protein interactions, and folding and unfolding processes, as well as it can reveal the equilibrium between different conformational states within a protein population [292,1543,508,1643]
technique-cell: Fluorescence [1,1362,76,2025]
technique-cell: Raman spectroscopy [1,383,76,628]
disadvantages-cell: Due to the inherent flexibility and lack of stable 3D structure in IDPs, their sedimentation profiles are complex and difficult to deconvolute AUC cannot easily distinguish species with very similar sedimentation profiles Often requires combination with other biophysical methods and molecular dynamics simulations Interpretation of frictional ratio for IDPs could be challenging Requires high sample purity Significant expertise is required for performing experiments and properly analyzing the resulting data Provides information about the overall size and shape distribution of the IDP ensemble, but cannot provide structural details at high resolution [727,1152,942,1290]
disadvantages-cell: SANS measurements are ensemble-averaged, and provide information about the entire population of IDP conformations, rather than a single, high-resolution structure Cannot capture dynamic details and is characterized by limited resolution Getting detailed insight requires computational modeling Require high concentrations, large sample volume, and cautious sample preparation [727,918,942,989]
physical-principles-cell: Ion mobility-mass spectrometry (IM-MS) is rooted in separating ions by their mobility through a gas-filled cell under an electric field. The basis for separation lies in the fact that size, shape, and charge of an ion govern how often it collides with neutral gas molecules. These collisions slow the ion down, controlling its velocity and drift time [76,2106,292,2187]
advantages-cell: Solution-based analysis, confirms disordered nature, monitors induced folding, low sample requirements, speed of analysis, monitors effects of environment, enables kinetic studies, non-destructive, versatile, cost-effective [508,220,727,302]
physical-principles-cell: Resonance Raman spectroscopy enhances Raman scattering by tuning the laser to an electronic absorption band of the molecule, leading to a significant increase in intensity for vibrational modes coupled to that electronic transition. This technique selectively probes chromophores, minimizing interference from other parts of the sample [76,483,292,554]
table-body [1,24,942,2488]
table-row [1,1753,942,1843]
parameters-measured-cell: Measures chemical shift, spin-spin coupling, relaxation times, and signal intensity (integration) to provide information on molecular structure, dynamics, and interactions [292,76,508,139]
parameters-measured-cell: Since FRET measures distance between donor and acceptor, acting as a “spectroscopic ruler”, it can be used for evaluation of the distance between two fluorescently labeled molecules, as well as analysis of protein-protein interactions, protein conformation and folding, and protein complex dynamics [292,1753,508,1843]
parameters-measured-cell: By observing the time-dependent fluctuations in scattered light, the hydrodynamic size, size distribution of proteins, and polydispersity index can be accurately determined. DLS provide information on the translational diffusion coefficient (D), which is used for calculation of the hydrodynamic radius, R_H, or Stokes radius (R_S), using the Stokes-Einstein equation. Tool can be used for evaluation of the oligomerization state, protein-protein interactions, and conformational stability [292,1062,508,1152]
physical-principles-cell: Based on the differential absorption of left- and right-circularly polarized light by a chiral, or “optically active”, molecule. This difference in absorbance leads to the light emerging from the sample as elliptically polarized, rather than linearly polarized. Ellipticity, a measure of the shape of this ellipse, is directly proportional to this difference in absorbance and provides information about the conformation and structure of a molecule under study [76,220,292,302]
parameters-measured-cell: IM-MS measures shape, size, charge, and conformational landscape of a protein It evaluates a collision cross-section (CCS), which is a quantification of protein shape in the gas phase Can capture the variety of shapes adopted by a protein assembly and be used in conformational analysis [292,2106,508,2187]
table-row [1,2106,942,2187]
